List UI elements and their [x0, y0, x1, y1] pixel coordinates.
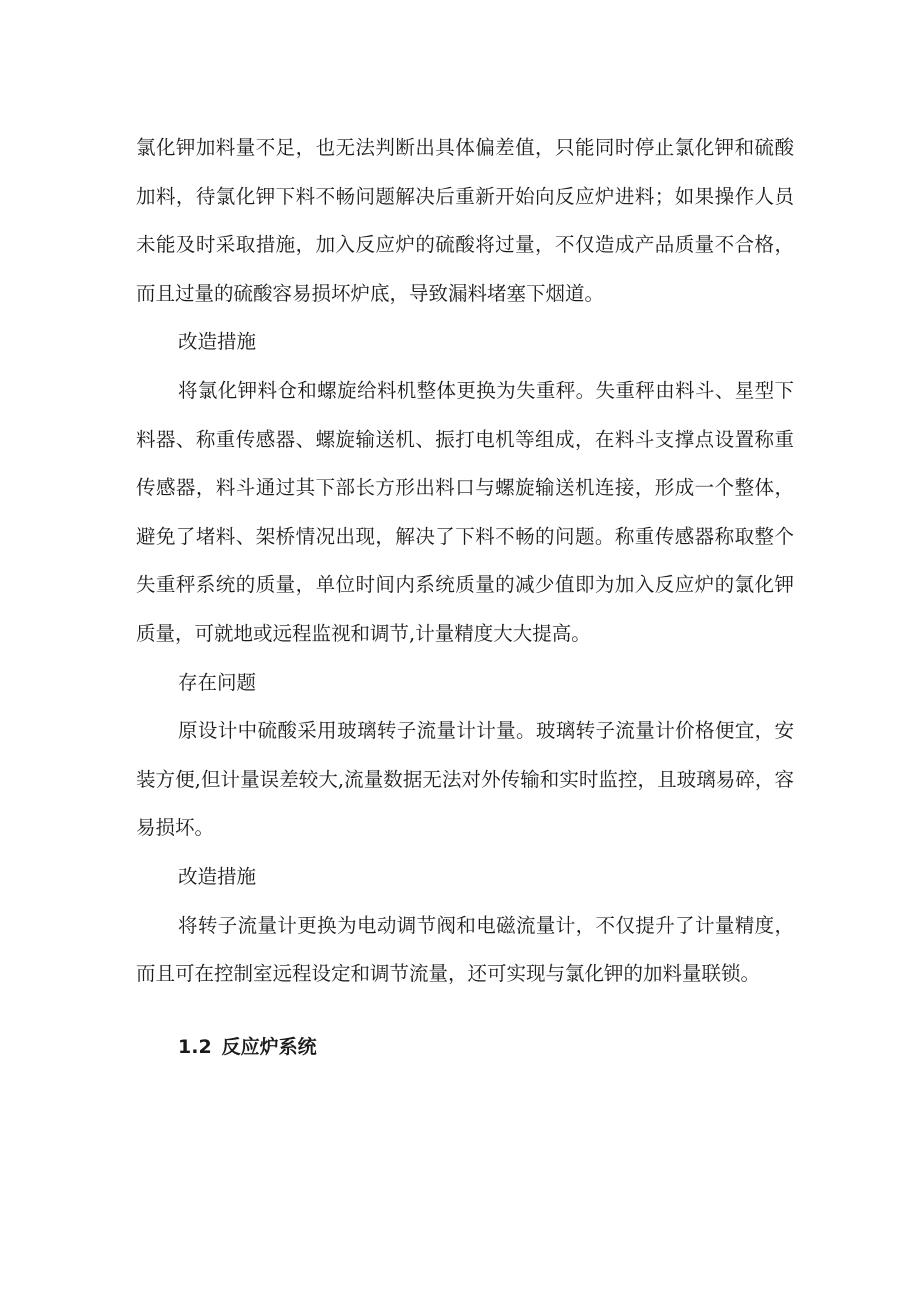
section-heading — [136, 999, 794, 1067]
paragraph-rotameter-problem: 原设计中硫酸采用玻璃转子流量计计量。玻璃转子流量计价格便宜，安装方便,但计量误差较大,流量数据无法对外传输和实时监控，且玻璃易碎，容易损坏。 — [136, 719, 794, 840]
paragraph-electromagnetic-flowmeter: 将转子流量计更换为电动调节阀和电磁流量计，不仅提升了计量精度，而且可在控制室远程设定和调节流量，还可实现与氯化钾的加料量联锁。 — [136, 913, 794, 986]
subheading-existing-problems: 存在问题 — [178, 670, 257, 694]
paragraph-loss-in-weight-feeder: 将氯化钾料仓和螺旋给料机整体更换为失重秤。失重秤由料斗、星型下料器、称重传感器、螺旋输送机、振打电机等组成，在料斗支撑点设置称重传感器，料斗通过其下部长方形出料口与螺旋输送机连接，形成一个整体，避免了堵料、架桥情况出现，解决了下料不畅的问题。称重传感器称取整个失重秤系统的质量，单位时间内系统质量的减少值即为加入反应炉的氯化钾质量，可就地或远程监视和调节,计量精度大大提高。 — [136, 378, 794, 645]
subheading-retrofit-measures-2: 改造措施 — [178, 864, 257, 888]
subheading-retrofit-measures: 改造措施 — [178, 330, 257, 354]
paragraph-continuation: 氯化钾加料量不足，也无法判断出具体偏差值，只能同时停止氯化钾和硫酸加料，待氯化钾下料不畅问题解决后重新开始向反应炉进料；如果操作人员未能及时采取措施，加入反应炉的硫酸将过量，不仅造成产品质量不合格，而且过量的硫酸容易损坏炉底，导致漏料堵塞下烟道。 — [136, 136, 794, 305]
section-number: 1.2 — [178, 1035, 212, 1058]
document-body — [136, 124, 794, 1067]
section-title: 反应炉系统 — [221, 1035, 317, 1058]
